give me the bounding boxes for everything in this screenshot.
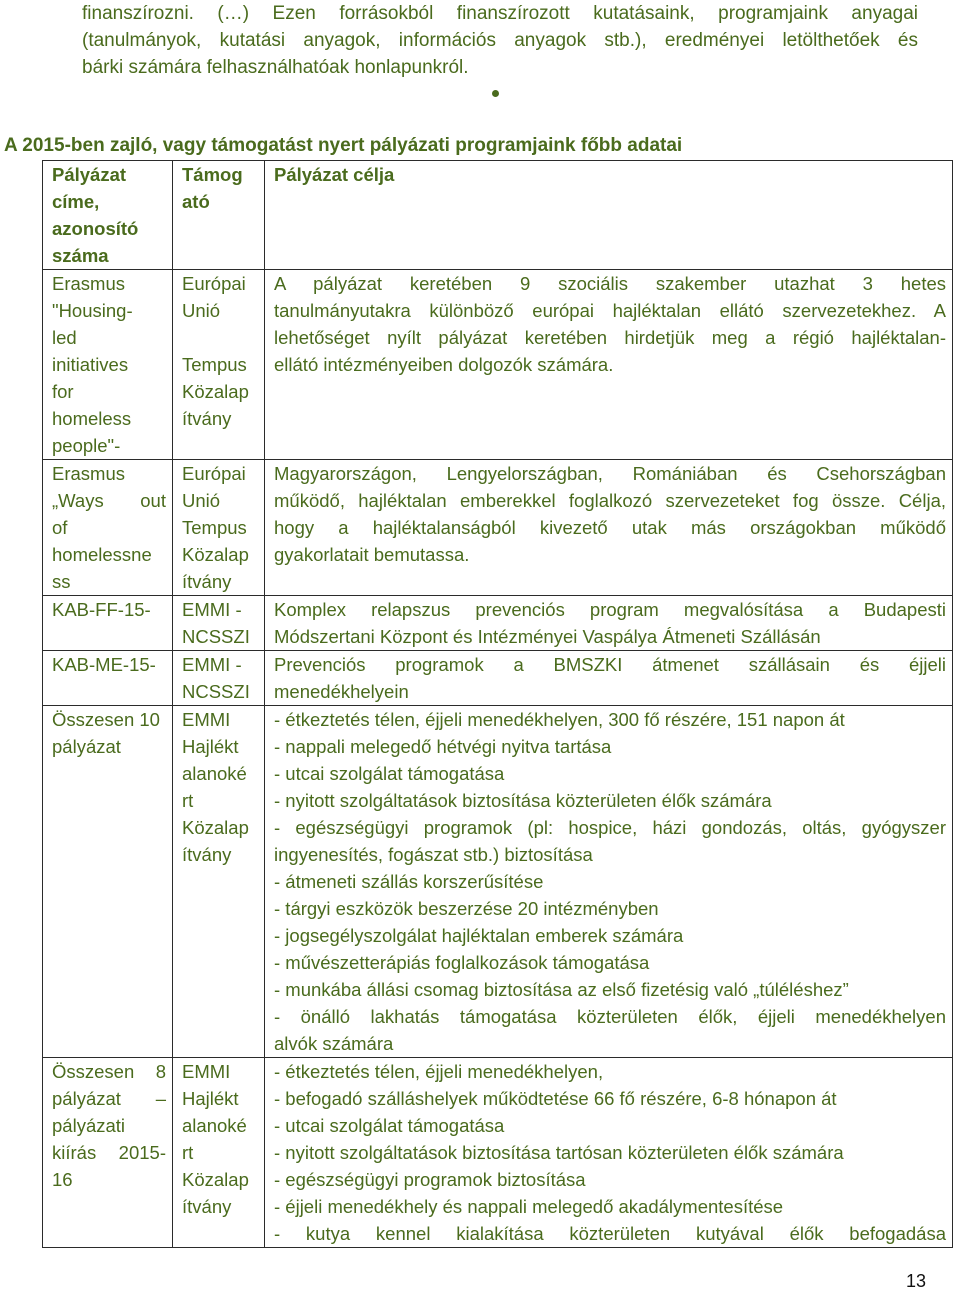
cell-line: Európai — [182, 463, 246, 484]
table-cell-col3 — [265, 651, 953, 706]
cell-line: ítvány — [182, 571, 232, 592]
cell-line: - egészségügyi programok biztosítása — [274, 1169, 586, 1190]
cell-line: - étkeztetés télen, éjjeli menedékhelyen, — [274, 1061, 604, 1082]
cell-line: lehetőséget nyílt pályázat keretében hirdetjük meg a régió hajléktalan- — [274, 327, 946, 348]
cell-line: for — [52, 381, 74, 402]
cell-line: - művészetterápiás foglalkozások támogatása — [274, 952, 650, 973]
cell-line: led — [52, 327, 77, 348]
header-title-cell — [43, 161, 173, 270]
cell-line: - utcai szolgálat támogatása — [274, 763, 505, 784]
cell-line: ítvány — [182, 844, 232, 865]
cell-line: működő, hajléktalan emberekkel foglalkozó szervezeteket fog össze. Célja, — [274, 490, 946, 511]
cell-line: Pályázat — [52, 164, 127, 185]
cell-line: „Ways out — [52, 490, 166, 511]
cell-line: Hajlékt — [182, 736, 239, 757]
table-cell-col3 — [265, 596, 953, 651]
cell-line: alanoké — [182, 763, 247, 784]
table-cell-col3 — [265, 270, 953, 460]
cell-line: - utcai szolgálat támogatása — [274, 1115, 505, 1136]
cell-line: - egészségügyi programok (pl: hospice, házi gondozás, oltás, gyógyszer — [274, 817, 946, 838]
cell-line: hogy a hajléktalanságból kivezető utak más országokban működő — [274, 517, 946, 538]
cell-line: Európai — [182, 273, 246, 294]
cell-line: Hajlékt — [182, 1088, 239, 1109]
table-row — [43, 706, 953, 1058]
cell-line: rt — [182, 790, 194, 811]
table-row — [43, 270, 953, 460]
cell-line: of — [52, 517, 68, 538]
cell-line: Támog — [182, 164, 243, 185]
cell-line: Unió — [182, 300, 221, 321]
cell-line: KAB-FF-15- — [52, 599, 151, 620]
table-cell-col3 — [265, 1058, 953, 1248]
table-row — [43, 651, 953, 706]
table-row — [43, 1058, 953, 1248]
table-header-row — [43, 161, 953, 270]
table-cell-col1 — [43, 460, 173, 596]
cell-line: Közalap — [182, 817, 249, 838]
cell-line: Közalap — [182, 544, 249, 565]
cell-line: - éjjeli menedékhely és nappali melegedő akadálymentesítése — [274, 1196, 784, 1217]
cell-line: pályázati — [52, 1115, 126, 1136]
table-cell-col3 — [265, 706, 953, 1058]
table-cell-col1 — [43, 596, 173, 651]
cell-line: ítvány — [182, 408, 232, 429]
page-number: 13 — [905, 1271, 926, 1291]
table-cell-col1 — [43, 270, 173, 460]
cell-line: - nyitott szolgáltatások biztosítása közterületen élők számára — [274, 790, 772, 811]
table-cell-col1 — [43, 1058, 173, 1248]
cell-line: kiírás 2015- — [52, 1142, 166, 1163]
section-heading: A 2015-ben zajló, vagy támogatást nyert pályázati programjaink főbb adatai — [4, 135, 683, 156]
table-cell-col3 — [265, 460, 953, 596]
header-goal-cell — [265, 161, 953, 270]
cell-line: Közalap — [182, 381, 249, 402]
cell-line: rt — [182, 1142, 194, 1163]
cell-line: - nyitott szolgáltatások biztosítása tartósan közterületen élők számára — [274, 1142, 844, 1163]
cell-line: - átmeneti szállás korszerűsítése — [274, 871, 544, 892]
cell-line: - önálló lakhatás támogatása közterületen élők, éjjeli menedékhelyen — [274, 1006, 946, 1027]
cell-line: ató — [182, 191, 210, 212]
intro-line-2: (tanulmányok, kutatási anyagok, információs anyagok stb.), eredményei letölthetőek és — [82, 30, 918, 51]
cell-line: Összesen 8 — [52, 1061, 166, 1082]
table-cell-col2 — [173, 706, 265, 1058]
cell-line: ingyenesítés, fogászat stb.) biztosítása — [274, 844, 593, 865]
cell-line: száma — [52, 245, 109, 266]
table-cell-col2 — [173, 596, 265, 651]
cell-line: ellátó intézményeiben dolgozók számára. — [274, 354, 614, 375]
intro-line-1: finanszírozni. (…) Ezen forrásokból finanszírozott kutatásaink, programjaink anyagai — [82, 3, 918, 24]
cell-line: menedékhelyein — [274, 681, 409, 702]
cell-line: initiatives — [52, 354, 129, 375]
cell-line: EMMI — [182, 1061, 231, 1082]
cell-line: Összesen 10 — [52, 709, 160, 730]
intro-line-3: bárki számára felhasználhatóak honlapunkról. — [82, 57, 469, 78]
cell-line: A pályázat keretében 9 szociális szakember utazhat 3 hetes — [274, 273, 946, 294]
cell-line: Módszertani Központ és Intézményei Vaspálya Átmeneti Szállásán — [274, 626, 821, 647]
cell-line: people"- — [52, 435, 121, 456]
table-row — [43, 596, 953, 651]
cell-line: - befogadó szálláshelyek működtetése 66 fő részére, 6-8 hónapon át — [274, 1088, 837, 1109]
cell-line: - tárgyi eszközök beszerzése 20 intézményben — [274, 898, 659, 919]
cell-line: gyakorlatait bemutassa. — [274, 544, 470, 565]
table-cell-col1 — [43, 706, 173, 1058]
cell-line: Komplex relapszus prevenciós program megvalósítása a Budapesti — [274, 599, 946, 620]
cell-line — [182, 324, 258, 351]
intro-paragraph — [82, 0, 918, 81]
cell-line: Prevenciós programok a BMSZKI átmenet szállásain és éjjeli — [274, 654, 946, 675]
bullet-dot-icon — [492, 90, 499, 97]
table-row — [43, 460, 953, 596]
cell-line: Erasmus — [52, 463, 125, 484]
cell-line: - étkeztetés télen, éjjeli menedékhelyen, 300 fő részére, 151 napon át — [274, 709, 845, 730]
table-cell-col2 — [173, 651, 265, 706]
cell-line: EMMI — [182, 709, 231, 730]
cell-line: Tempus — [182, 354, 247, 375]
cell-line: EMMI - — [182, 654, 242, 675]
cell-line: homelessne — [52, 544, 152, 565]
cell-line: címe, — [52, 191, 100, 212]
cell-line: alvók számára — [274, 1033, 394, 1054]
cell-line: - jogsegélyszolgálat hajléktalan emberek számára — [274, 925, 684, 946]
cell-line: Pályázat célja — [274, 164, 395, 185]
cell-line: - munkába állási csomag biztosítása az első fizetésig való „túléléshez” — [274, 979, 849, 1000]
header-sponsor-cell — [173, 161, 265, 270]
cell-line: EMMI - — [182, 599, 242, 620]
cell-line: - nappali melegedő hétvégi nyitva tartása — [274, 736, 612, 757]
table-cell-col1 — [43, 651, 173, 706]
cell-line: alanoké — [182, 1115, 247, 1136]
cell-line: KAB-ME-15- — [52, 654, 156, 675]
cell-line: azonosító — [52, 218, 139, 239]
cell-line: Magyarországon, Lengyelországban, Romániában és Csehországban — [274, 463, 946, 484]
cell-line: Tempus — [182, 517, 247, 538]
cell-line: tanulmányutakra különböző európai hajléktalan ellátó szervezetekhez. A — [274, 300, 946, 321]
table-cell-col2 — [173, 270, 265, 460]
cell-line: pályázat — [52, 736, 121, 757]
cell-line: 16 — [52, 1169, 73, 1190]
table-cell-col2 — [173, 460, 265, 596]
cell-line: ss — [52, 571, 71, 592]
cell-line: NCSSZI — [182, 626, 250, 647]
cell-line: homeless — [52, 408, 132, 429]
cell-line: pályázat – — [52, 1088, 166, 1109]
cell-line: Erasmus — [52, 273, 125, 294]
programs-table — [42, 160, 953, 1248]
cell-line: Unió — [182, 490, 221, 511]
table-cell-col2 — [173, 1058, 265, 1248]
cell-line: ítvány — [182, 1196, 232, 1217]
cell-line: "Housing- — [52, 300, 133, 321]
cell-line: Közalap — [182, 1169, 249, 1190]
cell-line: - kutya kennel kialakítása közterületen kutyával élők befogadása — [274, 1223, 946, 1244]
cell-line: NCSSZI — [182, 681, 250, 702]
